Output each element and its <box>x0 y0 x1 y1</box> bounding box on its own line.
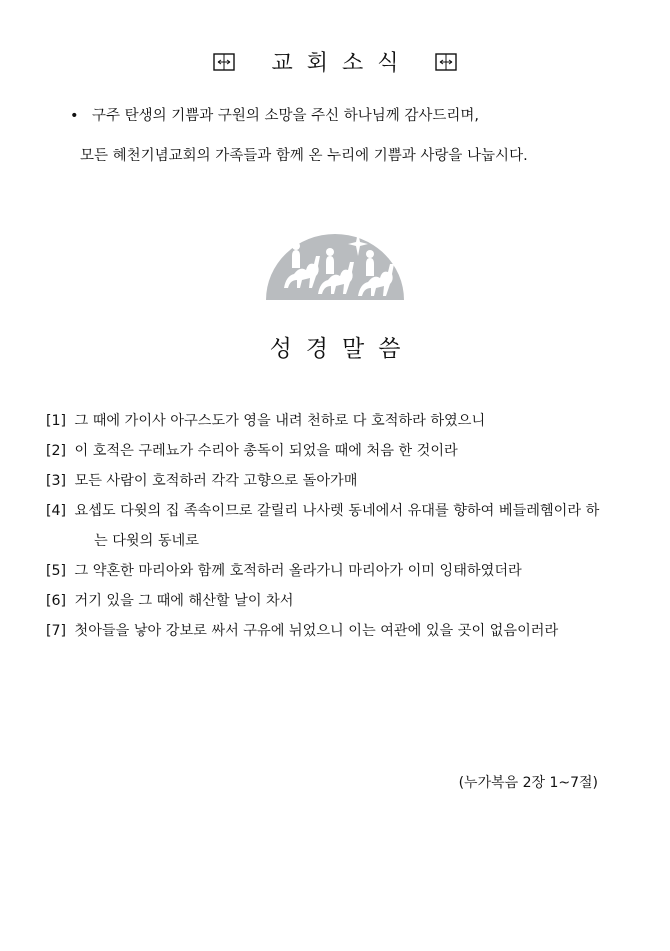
page-title: 교회소식 <box>271 51 413 76</box>
box-arrow-icon <box>213 53 235 71</box>
box-arrow-icon <box>435 53 457 71</box>
bullet: • <box>70 108 79 124</box>
verse-list <box>46 406 604 646</box>
wise-men-illustration <box>262 226 408 302</box>
verse-4: [4] 요셉도 다윗의 집 족속이므로 갈릴리 나사렛 동네에서 유대를 향하여 베들레헴이라 하는 다윗의 동네로 <box>46 503 600 549</box>
verse-2: [2] 이 호적은 구레뇨가 수리아 총독이 되었을 때에 처음 한 것이라 <box>46 443 458 459</box>
verse-6: [6] 거기 있을 그 때에 해산할 날이 차서 <box>46 593 294 609</box>
page-header <box>0 46 670 77</box>
greeting-line-2: 모든 혜천기념교회의 가족들과 함께 온 누리에 기쁨과 사랑을 나눕시다. <box>80 148 528 164</box>
greeting-line-1: 구주 탄생의 기쁨과 구원의 소망을 주신 하나님께 감사드리며, <box>92 108 480 124</box>
scripture-citation: (누가복음 2장 1~7절) <box>458 775 598 791</box>
greeting-message <box>70 106 630 164</box>
scripture-title: 성경말씀 <box>269 336 415 362</box>
verse-7: [7] 첫아들을 낳아 강보로 싸서 구유에 뉘었으니 이는 여관에 있을 곳이 없음이러라 <box>46 623 559 639</box>
verse-5: [5] 그 약혼한 마리아와 함께 호적하러 올라가니 마리아가 이미 잉태하였더라 <box>46 563 522 579</box>
verse-3: [3] 모든 사람이 호적하러 각각 고향으로 돌아가매 <box>46 473 358 489</box>
verse-1: [1] 그 때에 가이사 아구스도가 영을 내려 천하로 다 호적하라 하였으니 <box>46 413 486 429</box>
